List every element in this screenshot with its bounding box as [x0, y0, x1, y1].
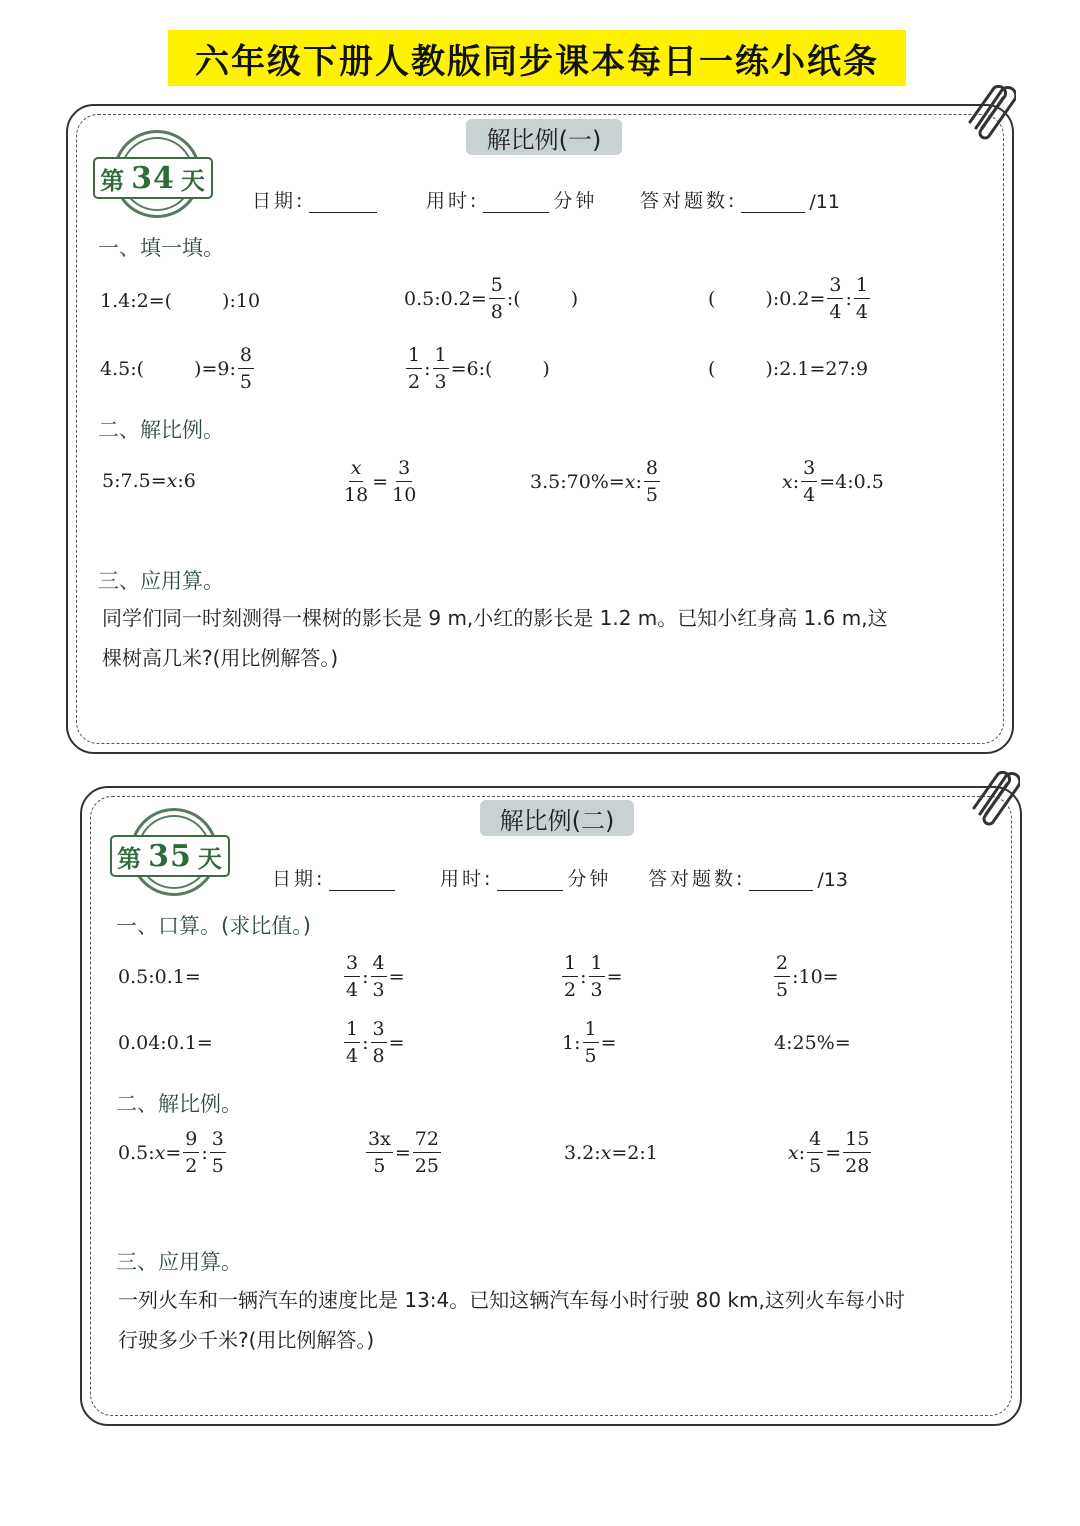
- q-text: =4:0.5: [819, 470, 884, 493]
- fill-question-6: [708, 356, 868, 382]
- time-blank[interactable]: [483, 192, 549, 213]
- problem-line-2: 行驶多少千米?(用比例解答。): [118, 1328, 375, 1352]
- numerator: 3: [396, 455, 412, 482]
- numerator: 1: [562, 950, 578, 977]
- day-badge: [110, 808, 230, 904]
- score-field[interactable]: [648, 864, 848, 891]
- numerator: 3: [210, 1126, 226, 1153]
- section-fill: 一、填一填。: [98, 236, 224, 260]
- q-text: 0.5:0.2=: [404, 287, 487, 310]
- numerator: 1: [433, 342, 449, 369]
- fill-question-4: [100, 342, 256, 395]
- numerator: x: [349, 455, 364, 482]
- day-badge: [93, 130, 213, 226]
- date-blank[interactable]: [309, 192, 377, 213]
- paperclip-icon: [966, 762, 1020, 826]
- colon: :: [798, 1141, 806, 1164]
- numerator: 1: [344, 1016, 360, 1043]
- fraction: [843, 1126, 871, 1179]
- equals-sign: =: [372, 470, 389, 493]
- colon: :: [201, 1141, 208, 1164]
- denominator: 10: [392, 484, 417, 506]
- fill-question-1: [100, 288, 260, 314]
- score-field[interactable]: [640, 186, 840, 213]
- time-unit: 分钟: [567, 868, 612, 890]
- time-label: 用时:: [426, 190, 480, 212]
- denominator: 25: [414, 1155, 439, 1177]
- equals-sign: =: [606, 965, 623, 988]
- oral-question-8: [774, 1030, 851, 1056]
- denominator: 4: [803, 484, 816, 506]
- denominator: 4: [346, 1045, 359, 1067]
- denominator: 5: [211, 1155, 224, 1177]
- score-total: /13: [817, 869, 848, 891]
- time-field[interactable]: [440, 864, 611, 891]
- denominator: 5: [584, 1045, 597, 1067]
- numerator: 4: [807, 1126, 823, 1153]
- fraction: [583, 1016, 599, 1069]
- q-text: 3.5:70%=: [530, 470, 625, 493]
- topic-label: 解比例(二): [480, 800, 634, 836]
- fraction: [562, 950, 578, 1003]
- q-text: ):2.1=27:9: [765, 358, 869, 380]
- time-unit: 分钟: [553, 190, 598, 212]
- variable: x: [782, 470, 793, 493]
- paperclip-icon: [962, 76, 1016, 140]
- day-label: [93, 157, 213, 199]
- denominator: 3: [590, 979, 603, 1001]
- q-text: 0.5:0.1=: [118, 966, 201, 988]
- numerator: 15: [843, 1126, 871, 1153]
- fraction: [589, 950, 605, 1003]
- variable: x: [600, 1142, 612, 1164]
- q-text: 3.2:: [564, 1142, 601, 1164]
- q-text: ):0.2=: [765, 287, 826, 310]
- variable: x: [166, 470, 178, 492]
- fraction: [210, 1126, 226, 1179]
- section-oral: 一、口算。(求比值。): [116, 914, 311, 938]
- numerator: 9: [183, 1126, 199, 1153]
- solve-question-1: [118, 1126, 228, 1179]
- q-text: :6: [177, 470, 196, 492]
- solve-question-1: [102, 468, 196, 494]
- variable: x: [788, 1141, 799, 1164]
- oral-question-2: [342, 950, 405, 1003]
- date-blank[interactable]: [329, 870, 395, 891]
- fill-question-5: $\frac{1}{2}$ : $\frac{1}{3}$ =6:( ): [408, 344, 550, 393]
- section-apply: 三、应用算。: [98, 569, 224, 593]
- oral-question-1: [118, 964, 201, 990]
- colon: :: [580, 965, 587, 988]
- numerator: 5: [489, 272, 505, 299]
- equals-sign: =: [388, 965, 405, 988]
- topic-label: 解比例(一): [466, 119, 622, 155]
- denominator: 8: [490, 301, 503, 323]
- numerator: 3: [344, 950, 360, 977]
- problem-line-1: 同学们同一时刻测得一棵树的影长是 9 m,小红的影长是 1.2 m。已知小红身高 1.6 m,这: [102, 606, 888, 630]
- numerator: 1: [406, 342, 422, 369]
- denominator: 2: [564, 979, 577, 1001]
- problem-line-1: 一列火车和一辆汽车的速度比是 13:4。已知这辆汽车每小时行驶 80 km,这列火车每小时: [118, 1288, 905, 1312]
- score-total: /11: [809, 191, 840, 213]
- numerator: 4: [371, 950, 387, 977]
- numerator: 1: [583, 1016, 599, 1043]
- denominator: 4: [855, 301, 868, 323]
- q-text: ): [570, 287, 579, 310]
- date-field[interactable]: [252, 186, 381, 213]
- fraction: [774, 950, 790, 1003]
- score-blank[interactable]: [749, 870, 813, 891]
- score-label: 答对题数:: [648, 868, 746, 890]
- denominator: 4: [346, 979, 359, 1001]
- fraction: [390, 455, 418, 508]
- denominator: 5: [645, 484, 658, 506]
- equals-sign: =: [394, 1141, 411, 1164]
- equals-sign: =: [165, 1141, 182, 1164]
- solve-question-4: x : $\frac{3}{4}$ =4:0.5: [782, 457, 884, 506]
- denominator: 5: [809, 1155, 822, 1177]
- equals-sign: =: [825, 1141, 842, 1164]
- fraction: [827, 272, 843, 325]
- oral-question-4: [772, 950, 839, 1003]
- oral-question-7: [562, 1016, 617, 1069]
- fraction: [342, 455, 370, 508]
- variable: x: [154, 1141, 166, 1164]
- q-text: 5:7.5=: [102, 470, 167, 492]
- fraction: [238, 342, 254, 395]
- fraction: [413, 1126, 441, 1179]
- fraction: [489, 272, 505, 325]
- time-blank[interactable]: [497, 870, 563, 891]
- denominator: 2: [185, 1155, 198, 1177]
- denominator: 18: [344, 484, 369, 506]
- q-text: 1:: [562, 1031, 581, 1054]
- fraction: [183, 1126, 199, 1179]
- q-text: )=9:: [194, 357, 236, 380]
- q-text: =2:1: [611, 1142, 658, 1164]
- denominator: 4: [829, 301, 842, 323]
- numerator: 3x: [366, 1126, 393, 1153]
- fraction: [433, 342, 449, 395]
- numerator: 8: [644, 455, 660, 482]
- colon: :: [362, 965, 369, 988]
- fraction: [371, 950, 387, 1003]
- q-text: :(: [506, 287, 521, 310]
- q-text: ):10: [222, 290, 261, 312]
- fraction: [644, 455, 660, 508]
- day-number: 34: [131, 160, 175, 196]
- q-text: 4:25%=: [774, 1032, 851, 1054]
- oral-question-5: [118, 1030, 213, 1056]
- fill-question-2: [404, 272, 578, 325]
- fraction: [371, 1016, 387, 1069]
- word-problem: [118, 1280, 1002, 1360]
- day-suffix: 天: [197, 843, 223, 873]
- score-blank[interactable]: [741, 192, 805, 213]
- date-label: 日期:: [252, 190, 306, 212]
- numerator: 1: [854, 272, 870, 299]
- section-solve: 二、解比例。: [116, 1092, 242, 1116]
- fraction: [406, 342, 422, 395]
- q-text: 0.04:0.1=: [118, 1032, 213, 1054]
- q-text: 1.4:2=(: [100, 290, 173, 312]
- q-text: :10=: [792, 965, 839, 988]
- problem-line-2: 棵树高几米?(用比例解答。): [102, 646, 339, 670]
- q-text: (: [708, 287, 716, 310]
- numerator: 8: [238, 342, 254, 369]
- solve-question-2: [364, 1126, 443, 1179]
- solve-question-3: 3.5:70%= x : $\frac{8}{5}$: [530, 457, 658, 506]
- fraction: [854, 272, 870, 325]
- numerator: 2: [774, 950, 790, 977]
- q-text: 4.5:(: [100, 357, 145, 380]
- time-field[interactable]: [426, 186, 597, 213]
- numerator: 72: [413, 1126, 441, 1153]
- date-label: 日期:: [272, 868, 326, 890]
- denominator: 3: [434, 371, 447, 393]
- denominator: 28: [845, 1155, 870, 1177]
- denominator: 5: [373, 1155, 386, 1177]
- fraction: [807, 1126, 823, 1179]
- day-number: 35: [148, 838, 192, 874]
- numerator: 3: [801, 455, 817, 482]
- solve-question-2: [340, 455, 420, 508]
- equals-sign: =: [388, 1031, 405, 1054]
- section-apply: 三、应用算。: [116, 1250, 242, 1274]
- numerator: 3: [371, 1016, 387, 1043]
- denominator: 5: [239, 371, 252, 393]
- denominator: 8: [372, 1045, 385, 1067]
- fill-question-3: ( ):0.2= $\frac{3}{4}$ : $\frac{1}{4}$: [708, 274, 868, 323]
- page-title: 六年级下册人教版同步课本每日一练小纸条: [168, 30, 906, 86]
- day-label: [110, 835, 230, 877]
- section-solve: 二、解比例。: [98, 418, 224, 442]
- q-text: =6:(: [450, 357, 493, 380]
- q-text: (: [708, 358, 716, 380]
- fraction: [366, 1126, 393, 1179]
- colon: :: [362, 1031, 369, 1054]
- denominator: 5: [776, 979, 789, 1001]
- date-field[interactable]: [272, 864, 399, 891]
- word-problem: [102, 598, 992, 678]
- solve-question-4: [788, 1126, 873, 1179]
- q-text: ): [542, 357, 550, 380]
- equals-sign: =: [600, 1031, 617, 1054]
- oral-question-3: [560, 950, 623, 1003]
- denominator: 3: [372, 979, 385, 1001]
- oral-question-6: [342, 1016, 405, 1069]
- day-prefix: 第: [100, 165, 126, 195]
- day-suffix: 天: [180, 165, 206, 195]
- denominator: 2: [408, 371, 421, 393]
- solve-question-3: [564, 1140, 658, 1166]
- q-text: 0.5:: [118, 1141, 155, 1164]
- score-label: 答对题数:: [640, 190, 738, 212]
- variable: x: [624, 470, 636, 493]
- numerator: 1: [589, 950, 605, 977]
- fraction: [344, 950, 360, 1003]
- fraction: [344, 1016, 360, 1069]
- numerator: 3: [827, 272, 843, 299]
- fraction: [801, 455, 817, 508]
- day-prefix: 第: [117, 843, 143, 873]
- time-label: 用时:: [440, 868, 494, 890]
